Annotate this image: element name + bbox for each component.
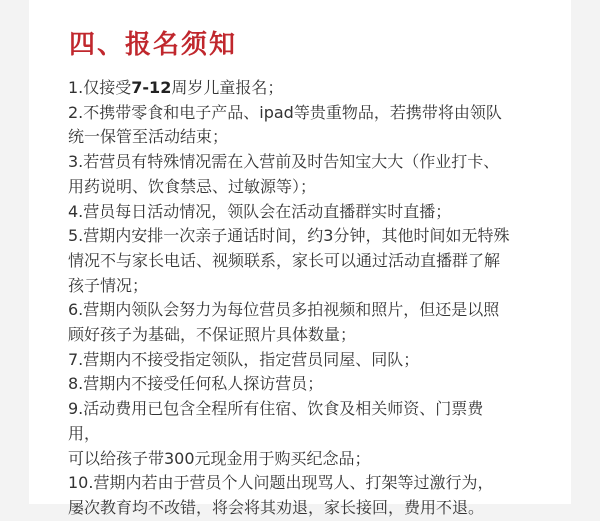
notice-item-1-suffix: 周岁儿童报名； [171, 78, 284, 97]
notice-item-9 [68, 397, 563, 471]
notice-list [68, 76, 563, 521]
notice-line: 9.活动费用已包含全程所有住宿、饮食及相关师资、门票费 [68, 399, 484, 419]
age-range-highlight: 7-12 [131, 78, 172, 97]
notice-item-1-prefix: 1.仅接受 [68, 78, 132, 97]
notice-card [29, 0, 571, 517]
notice-item-8 [68, 372, 563, 397]
notice-line: 孩子情况； [68, 275, 149, 295]
notice-item-10 [68, 471, 563, 520]
notice-line: 用， [68, 423, 101, 443]
notice-item-4 [68, 200, 563, 225]
notice-line: 统一保管至活动结束； [68, 127, 229, 147]
notice-line: 7.营期内不接受指定领队，指定营员同屋、同队； [68, 349, 420, 369]
notice-line: 可以给孩子带300元现金用于购买纪念品； [68, 448, 371, 468]
notice-item-2 [68, 101, 563, 150]
notice-line: 5.营期内安排一次亲子通话时间，约3分钟，其他时间如无特殊 [68, 226, 510, 246]
notice-item-3 [68, 150, 563, 199]
notice-line: 2.不携带零食和电子产品、ipad等贵重物品，若携带将由领队 [68, 102, 502, 122]
notice-line: 4.营员每日活动情况，领队会在活动直播群实时直播； [68, 201, 452, 221]
notice-line: 屡次教育均不改错，将会将其劝退，家长接回，费用不退。 [68, 497, 485, 517]
notice-item-5 [68, 224, 563, 298]
notice-line: 3.若营员有特殊情况需在入营前及时告知宝大大（作业打卡、 [68, 152, 500, 172]
notice-line: 6.营期内领队会努力为每位营员多拍视频和照片，但还是以照 [68, 300, 500, 320]
notice-line: 顾好孩子为基础，不保证照片具体数量； [68, 325, 357, 345]
notice-line: 8.营期内不接受任何私人探访营员； [68, 374, 324, 394]
notice-item-6 [68, 298, 563, 347]
notice-item-1 [68, 76, 563, 101]
notice-line: 情况不与家长电话、视频联系，家长可以通过活动直播群了解 [68, 250, 501, 270]
notice-item-7 [68, 348, 563, 373]
section-title: 四、报名须知 [69, 30, 238, 60]
notice-item-1-line [68, 76, 563, 101]
notice-line: 10.营期内若由于营员个人问题出现骂人、打架等过激行为， [68, 473, 494, 493]
notice-line: 用药说明、饮食禁忌、过敏源等）； [68, 176, 317, 196]
